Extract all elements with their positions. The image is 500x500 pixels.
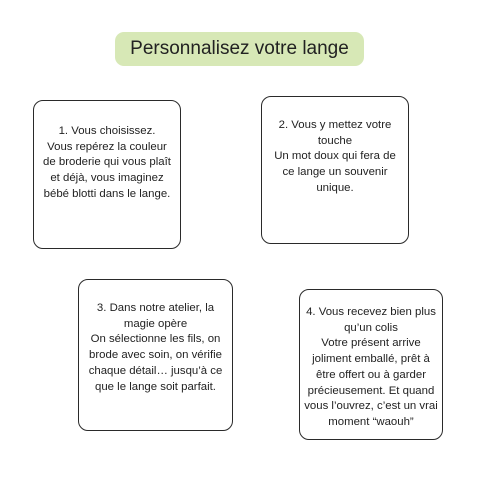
step-3-text: 3. Dans notre atelier, la magie opère On sélectionne les fils, on brode avec soin, on vérifie chaque détail… jusqu’à ce que le lange soit parfait. xyxy=(88,302,223,393)
title-banner xyxy=(115,32,364,66)
step-card-2 xyxy=(261,96,409,244)
step-4-text: 4. Vous recevez bien plus qu’un colis Votre présent arrive joliment emballé, prêt à être offert ou à garder précieusement. Et quand vous l’ouvrez, c’est un vrai moment “waouh” xyxy=(304,306,438,429)
step-1-text: 1. Vous choisissez. Vous repérez la couleur de broderie qui vous plaît et déjà, vous imaginez bébé blotti dans le lange. xyxy=(43,125,171,200)
step-card-3 xyxy=(78,279,233,431)
page-title: Personnalisez votre lange xyxy=(130,38,349,59)
step-2-text: 2. Vous y mettez votre touche Un mot doux qui fera de ce lange un souvenir unique. xyxy=(274,119,396,194)
step-card-4 xyxy=(299,289,443,440)
step-card-1 xyxy=(33,100,181,249)
